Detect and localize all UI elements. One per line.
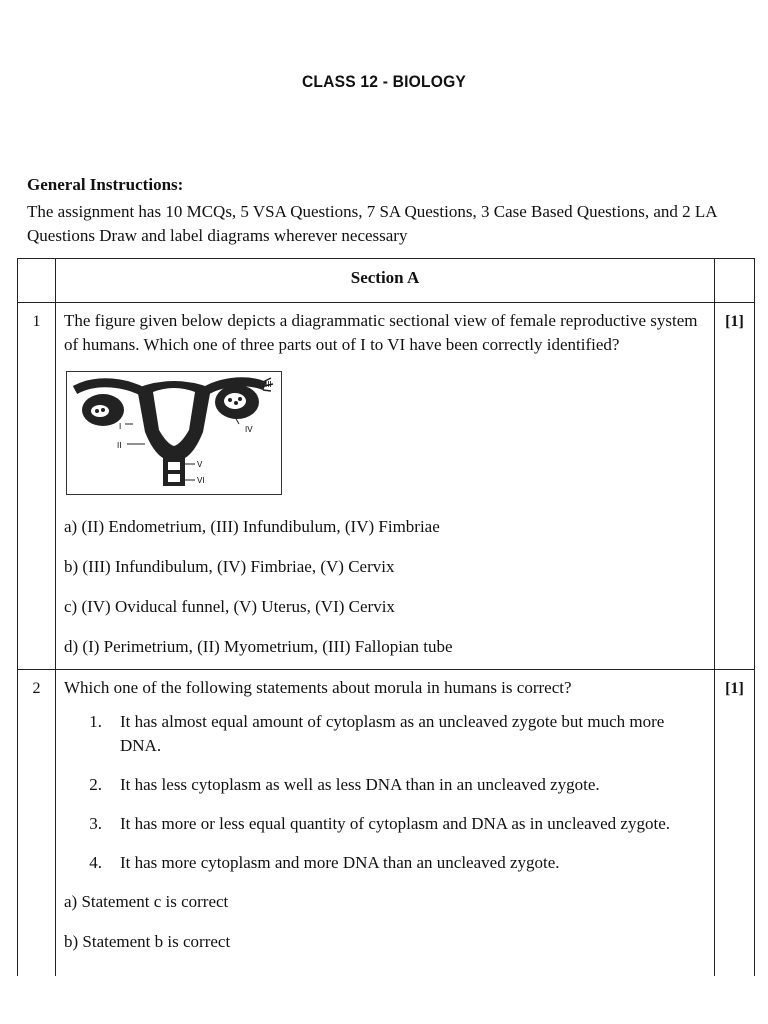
option-b[interactable]: b) (III) Infundibulum, (IV) Fimbriae, (V) Cervix <box>64 557 395 576</box>
uterus-diagram <box>67 372 281 494</box>
statement-item <box>64 812 706 836</box>
question-marks: [1] <box>725 680 744 697</box>
statement-number: 3. <box>89 814 102 833</box>
statement-item <box>64 710 706 758</box>
instructions-text: The assignment has 10 MCQs, 5 VSA Questions, 7 SA Questions, 3 Case Based Questions, and 2 LA Questions Draw and label diagrams wherever necessary <box>27 202 717 245</box>
statement-text: It has almost equal amount of cytoplasm as an uncleaved zygote but much more DNA. <box>120 712 665 755</box>
number-cell-empty <box>18 259 56 302</box>
option-a[interactable]: a) Statement c is correct <box>64 892 229 911</box>
label-III: III <box>265 380 272 389</box>
label-II: II <box>117 441 122 450</box>
statement-text: It has more cytoplasm and more DNA than an uncleaved zygote. <box>120 853 560 872</box>
label-VI: VI <box>197 476 205 485</box>
instructions-heading: General Instructions: <box>27 175 184 194</box>
section-title: Section A <box>350 268 420 287</box>
option-b[interactable]: b) Statement b is correct <box>64 932 231 951</box>
question-row <box>18 670 754 976</box>
marks-cell-empty <box>715 259 754 302</box>
question-number: 1 <box>18 303 56 669</box>
question-text: The figure given below depicts a diagrammatic sectional view of female reproductive system of humans. Which one of three parts out of I to VI have been correctly identified? <box>64 311 698 354</box>
question-table <box>17 258 755 976</box>
statement-item <box>64 773 706 797</box>
statement-text: It has more or less equal quantity of cytoplasm and DNA as in uncleaved zygote. <box>120 814 670 833</box>
option-d[interactable]: d) (I) Perimetrium, (II) Myometrium, (III) Fallopian tube <box>64 637 453 656</box>
statement-item <box>64 851 706 875</box>
document-title: CLASS 12 - BIOLOGY <box>301 72 467 91</box>
statement-number: 1. <box>89 712 102 731</box>
question-body <box>56 303 715 669</box>
statement-number: 2. <box>89 775 102 794</box>
label-I: I <box>119 422 122 431</box>
question-row <box>18 303 754 670</box>
statement-list <box>64 710 706 875</box>
section-title-cell <box>56 259 715 302</box>
label-IV: IV <box>245 425 253 434</box>
question-body <box>56 670 715 976</box>
statement-text: It has less cytoplasm as well as less DNA than in an uncleaved zygote. <box>120 775 600 794</box>
section-header-row <box>18 259 754 303</box>
question-text: Which one of the following statements about morula in humans is correct? <box>64 678 572 697</box>
option-a[interactable]: a) (II) Endometrium, (III) Infundibulum, (IV) Fimbriae <box>64 517 440 536</box>
label-V: V <box>197 460 203 469</box>
question-number: 2 <box>18 670 56 976</box>
option-c[interactable]: c) (IV) Oviducal funnel, (V) Uterus, (VI) Cervix <box>64 597 395 616</box>
statement-number: 4. <box>89 853 102 872</box>
reproductive-system-figure <box>66 371 282 495</box>
question-marks: [1] <box>725 313 744 330</box>
